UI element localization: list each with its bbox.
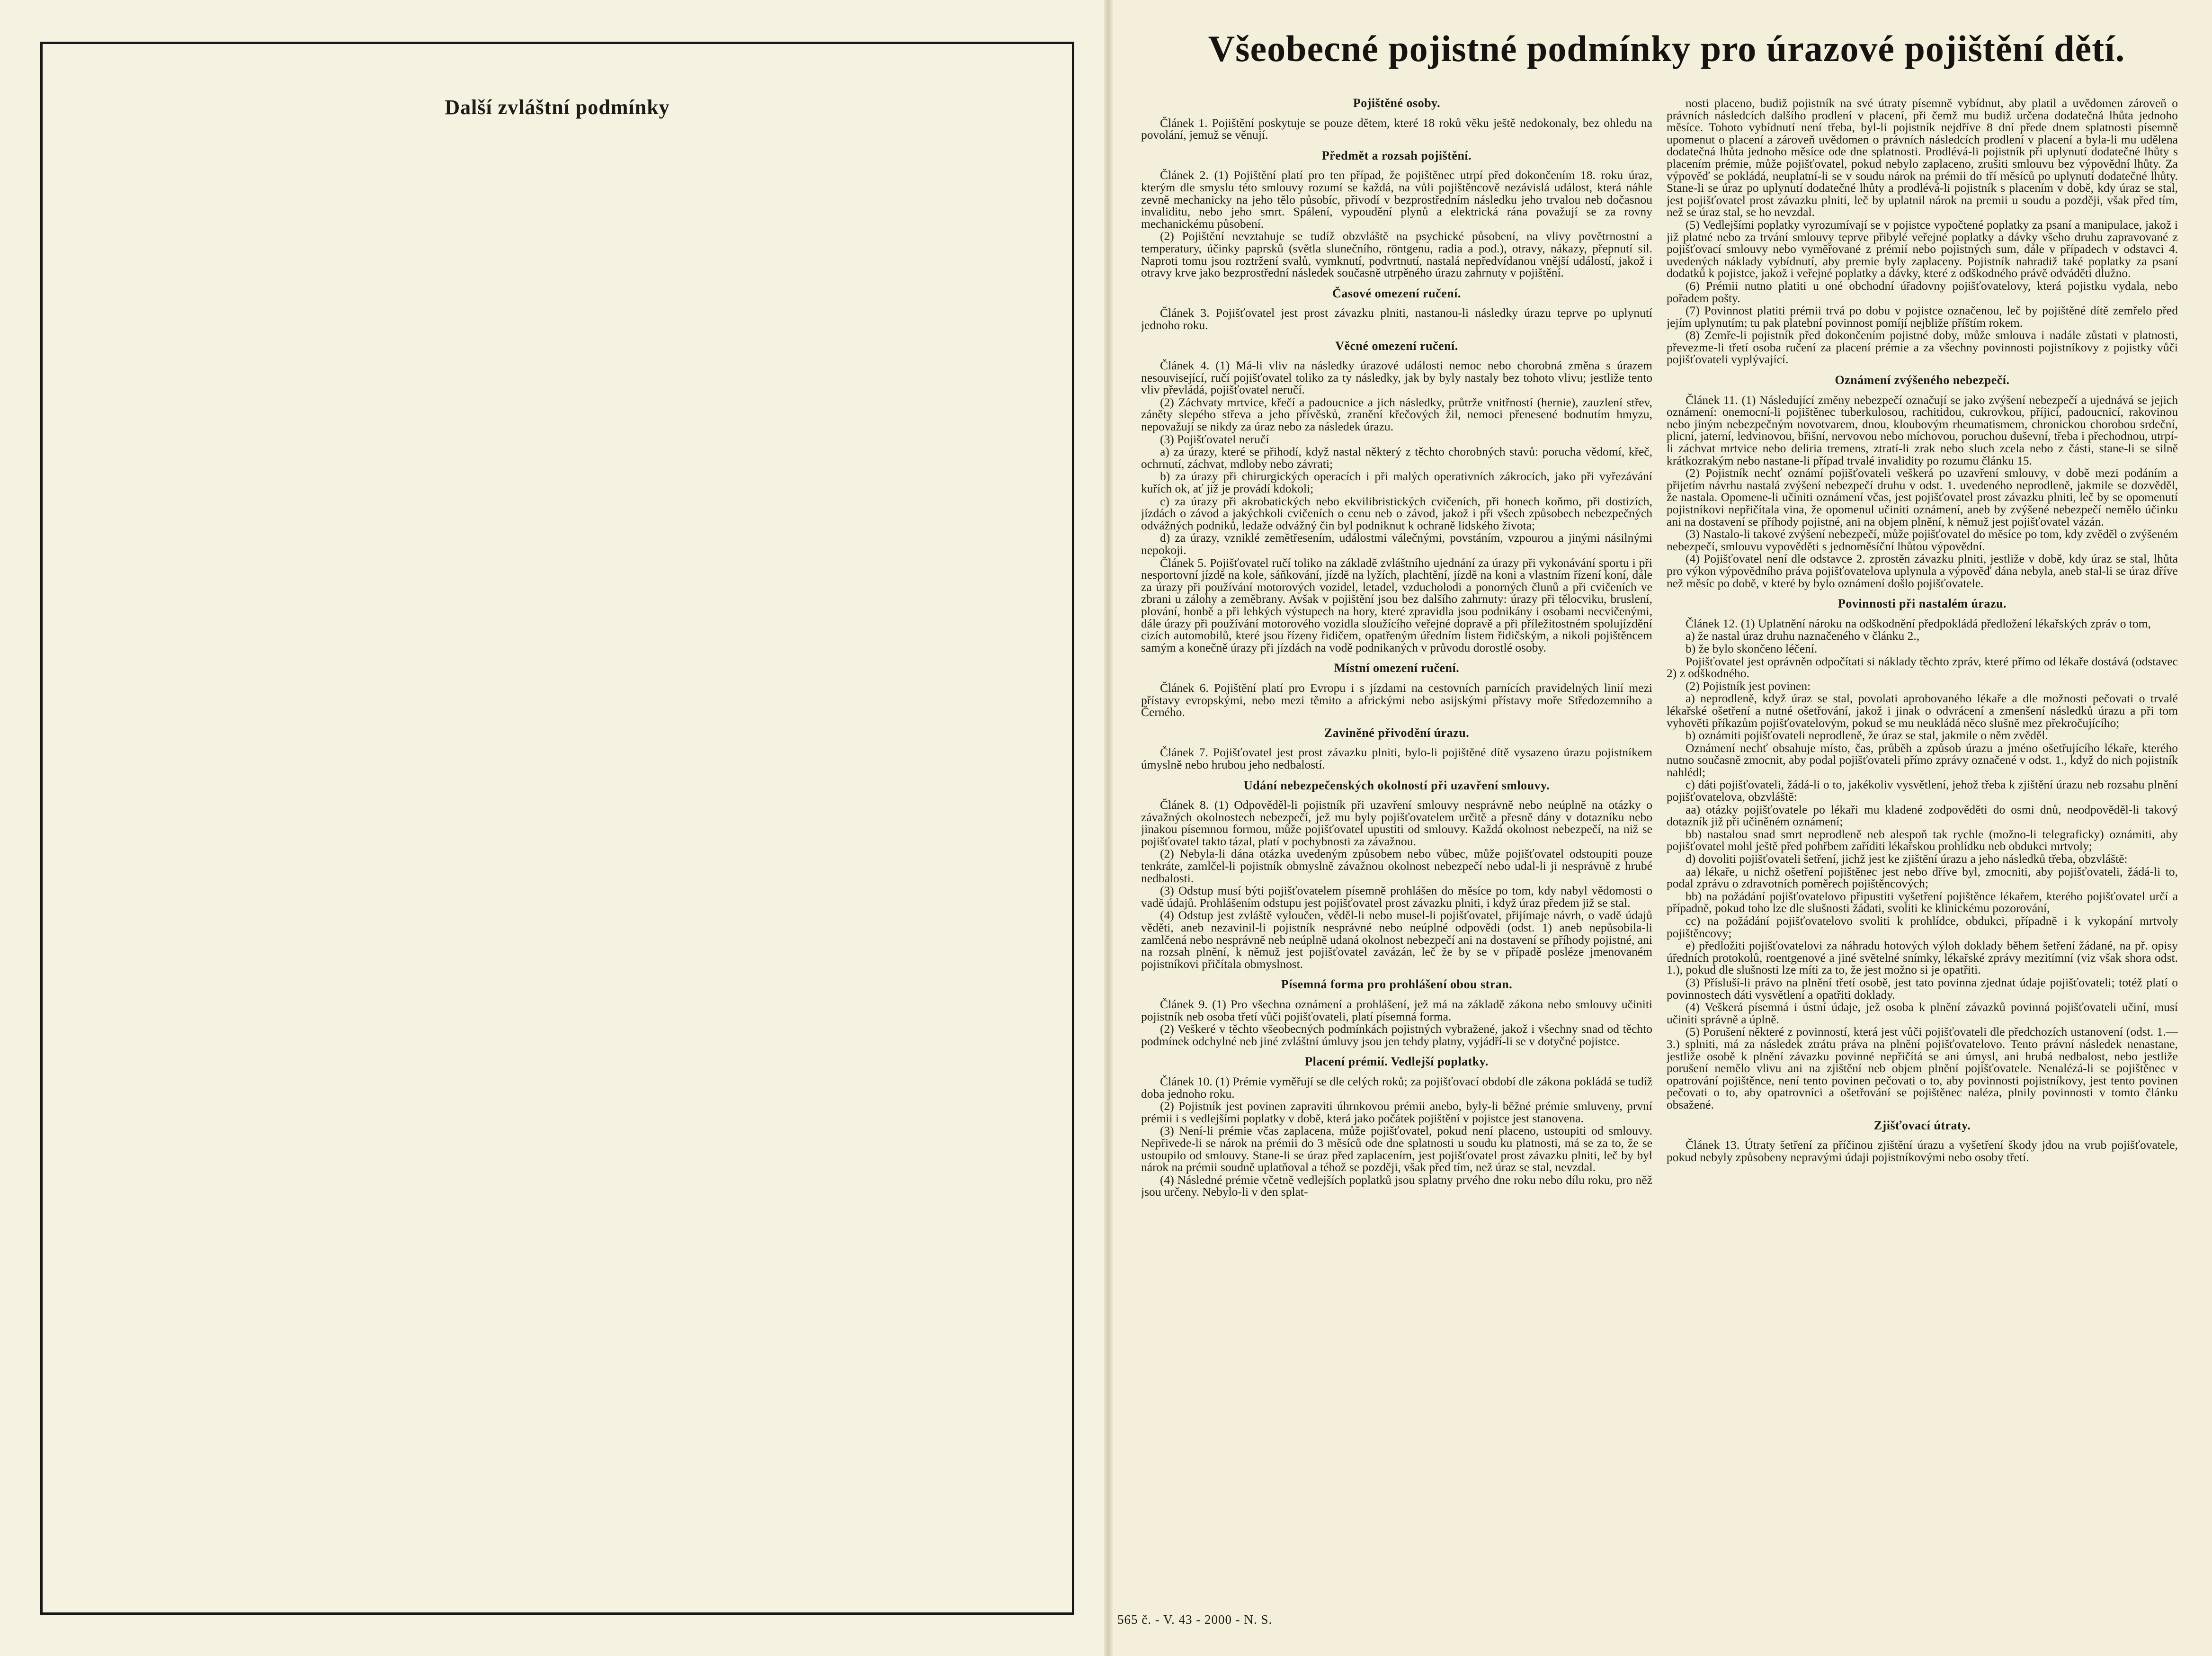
paragraph: Článek 12. (1) Uplatnění nároku na odškodnění předpokládá předložení lékařských zpráv o tom,	[1686, 616, 2151, 630]
paragraph: (3) Není-li prémie včas zaplacena, může pojišťovatel, pokud není placeno, ustoupiti od smlouvy. Nepřivede-li se nárok na prémii do 3 měsíců ode dne splatnosti u soudu ku platnosti, má se za to, že se ustoupilo od smlouvy. Stane-li se úraz před zaplacením, jest pojišťovatel prost závazku plniti, leč by byl nárok na prémii soudně uplatňoval a téhož se později, však před tím, než úraz se stal, nevzdal.	[1141, 1124, 1652, 1174]
page-frame	[40, 42, 1074, 1615]
paragraph: cc) na požádání pojišťovatelovo svoliti k prohlídce, obdukci, případně i k vykopání mrtvoly pojištěncovy;	[1667, 914, 2178, 940]
paragraph: aa) lékaře, u nichž ošetření pojištěnec jest nebo dříve byl, zmocniti, aby pojišťovateli, žádá-li to, podal zprávu o zdravotních poměrech pojištěncových;	[1667, 864, 2178, 891]
paragraph: (3) Pojišťovatel neručí	[1160, 432, 1269, 446]
paragraph: nosti placeno, budiž pojistník na své útraty písemně vybídnut, aby platil a uvědomen zároveň o právních následcích dalšího prodlení v placení, při čemž mu budiž určena dodatečná lhůta jednoho měsíce. Tohoto vybídnutí není třeba, byl-li pojistník nejdříve 8 dní přede dnem splatnosti písemně upomenut o placení a zároveň uvědomen o právních následcích prodlení v placení a byla-li mu udělena dodatečná lhůta jednoho měsíce ode dne splatnosti. Prodlévá-li pojistník při uplynutí dodatečné lhůty s placením prémie, může pojišťovatel, pokud nebylo zaplaceno, zrušiti smlouvu bez výpovědní lhůty. Za výpověď se pokládá, neuplatní-li se v soudu nárok na prémii do tří měsíců po uplynutí dodatečné lhůty. Stane-li se úraz po uplynutí dodatečné lhůty a prodlévá-li pojistník s placením v době, kdy úraz se stal, jest pojišťovatel prost závazku plniti, leč by uplatnil nárok na premii u soudu a později, však před tím, než se úraz stal, se ho nevzdal.	[1667, 97, 2178, 219]
paragraph: Článek 8. (1) Odpověděl-li pojistník při uzavření smlouvy nesprávně nebo neúplně na otázky o závažných okolnostech nebezpečí, jež mu byly pojišťovatelem určitě a přesně dány v dotazníku nebo jinakou písemnou formou, může pojišťovatel upustiti od smlouvy. Každá okolnost nebezpečí, na niž se pojišťovatel takto tázal, platí v pochybnosti za závažnou.	[1141, 798, 1652, 848]
paragraph: (6) Prémii nutno platiti u oné obchodní úřadovny pojišťovatelovy, která pojistku vydala, nebo pořadem pošty.	[1667, 278, 2178, 305]
paragraph: (4) Následné prémie včetně vedlejších poplatků jsou splatny prvého dne roku nebo dílu roku, pro něž jsou určeny. Nebylo-li v den splat-	[1141, 1173, 1652, 1199]
paragraph: a) že nastal úraz druhu naznačeného v článku 2.,	[1686, 629, 1920, 643]
paragraph: Oznámení nechť obsahuje místo, čas, průběh a způsob úrazu a jméno ošetřujícího lékaře, kterého nutno současně zmocnit, aby podal pojišťovateli přímo zprávy označené v odst. 1., když do nich pojistník nahlédl;	[1667, 741, 2178, 779]
paragraph: (3) Odstup musí býti pojišťovatelem písemně prohlášen do měsíce po tom, kdy nabyl vědomosti o vadě údajů. Prohlášením odstupu jest pojišťovatel prost závazku plniti, i když úraz předem již se stal.	[1141, 884, 1652, 910]
paragraph: Článek 1. Pojištění poskytuje se pouze dětem, které 18 roků věku ještě nedokonaly, bez ohledu na povolání, jemuž se věnují.	[1141, 116, 1652, 142]
section-heading: Povinnosti při nastalém úrazu.	[1838, 597, 2007, 611]
paragraph: (3) Přísluší-li právo na plnění třetí osobě, jest tato povinna zjednat údaje pojišťovateli; totéž platí o povinnostech dáti vysvětlení a opatřiti doklady.	[1667, 975, 2178, 1002]
paragraph: Článek 2. (1) Pojištění platí pro ten případ, že pojištěnec utrpí před dokončením 18. roku úraz, kterým dle smyslu této smlouvy rozumí se každá, na vůli pojištěncově nezávislá událost, která náhle zevně mechanicky na jeho tělo působíc, přivodí v bezprostředním následku jeho trvalou neb dočasnou invaliditu, nebo jeho smrt. Spálení, vypoudění plynů a elektrická rána považují se za rovny mechanickému působení.	[1141, 168, 1652, 231]
section-heading: Předmět a rozsah pojištění.	[1321, 148, 1472, 162]
paragraph: c) za úrazy při akrobatických nebo ekvilibristických cvičeních, při honech koňmo, při dostizích, jízdách o závod a jakýchkoli cvičeních o cenu neb o závod, jakož i při všech způsobech nebezpečných odvážných podniků, ledaže odvážný čin byl podniknut k ochraně lidského života;	[1141, 494, 1652, 532]
paragraph: b) oznámiti pojišťovateli neprodleně, že úraz se stal, jakmile o něm zvěděl.	[1686, 728, 2048, 743]
section-heading: Věcné omezení ručení.	[1335, 339, 1458, 353]
paragraph: b) za úrazy při chirurgických operacích i při malých operativních zákrocích, jako při vyřezávání kuřích ok, ať již je provádí kdokoli;	[1141, 469, 1652, 496]
section-heading: Místní omezení ručení.	[1334, 661, 1460, 675]
paragraph: bb) nastalou snad smrt neprodleně neb alespoň tak rychle (možno-li telegraficky) oznámiti, aby pojišťovatel mohl ještě před pohřbem zaříditi lékařskou prohlídku neb obdukci mrtvoly;	[1667, 827, 2178, 853]
paragraph: (2) Záchvaty mrtvice, křečí a padoucnice a jich následky, průtrže vnitřností (hernie), zauzlení střev, záněty slepého střeva a jeho přívěsků, zranění křečových žil, nemoci přenesené bodnutím hmyzu, nepovažují se nikdy za úraz nebo za následek úrazu.	[1141, 395, 1652, 434]
paragraph: (3) Nastalo-li takové zvýšení nebezpečí, může pojišťovatel do měsíce po tom, kdy zvěděl o zvýšeném nebezpečí, smlouvu vypověděti s jednoměsíční lhůtou výpovědní.	[1667, 527, 2178, 553]
paragraph: (2) Pojistník jest povinen zapraviti úhrnkovou prémii anebo, byly-li běžné prémie smluveny, první prémii i s vedlejšími poplatky v době, která jako počátek pojištění v pojistce jest stanovena.	[1141, 1099, 1652, 1125]
document-title: Všeobecné pojistné podmínky pro úrazové pojištění dětí.	[1208, 28, 2125, 69]
section-heading: Pojištěné osoby.	[1353, 97, 1441, 110]
section-heading: Časové omezení ručení.	[1332, 286, 1461, 300]
paragraph: Článek 9. (1) Pro všechna oznámení a prohlášení, jež má na základě zákona nebo smlouvy učiniti pojistník neb osoba třetí vůči pojišťovateli, platí písemná forma.	[1141, 997, 1652, 1023]
section-heading: Písemná forma pro prohlášení obou stran.	[1281, 977, 1513, 992]
paragraph: (5) Vedlejšími poplatky vyrozumívají se v pojistce vypočtené poplatky za psaní a manipulace, jakož i již platné nebo za trvání smlouvy teprve přibylé veřejné poplatky a dávky všeho druhu zapravované z pojišťovací smlouvy nebo vyměřované z prémií nebo pojistných sum, dále v případech v odstavci 4. uvedených náklady vybídnutí, aby premie byly zaplaceny. Pojistník nahradiž také poplatky za psaní dodatků k pojistce, jakož i veřejné poplatky a dávky, které z odškodného právě odváděti dlužno.	[1667, 217, 2178, 280]
paragraph: (8) Zemře-li pojistník před dokončením pojistné doby, může smlouva i nadále zůstati v platnosti, převezme-li třetí osoba ručení za placení prémie a za všechny povinnosti pojistníkovy z pojistky vůči pojišťovateli vyplývající.	[1667, 328, 2178, 367]
section-heading: Udání nebezpečenských okolností při uzavření smlouvy.	[1243, 778, 1550, 792]
paragraph: Článek 7. Pojišťovatel jest prost závazku plniti, bylo-li pojištěné dítě vysazeno úrazu pojistníkem úmyslně nebo hrubou jeho nedbalostí.	[1141, 745, 1652, 771]
paragraph: Článek 6. Pojištění platí pro Evropu i s jízdami na cestovních parnících pravidelných linií mezi přístavy evropskými, nebo mezi těmito a africkými nebo asijskými přístavy moře Středozemního a Černého.	[1141, 680, 1652, 719]
paragraph: (5) Porušení některé z povinností, která jest vůči pojišťovateli dle předchozích ustanovení (odst. 1.—3.) splniti, má za následek ztrátu práva na plnění pojišťovatelovo. Tento právní následek nenastane, jestliže osobě k plnění závazku povinné nepřičítá se ani úmysl, ani hrubá nedbalost, nebo jestliže porušení nemělo vlivu ani na zjištění neb objem plnění pojišťovatele. Nenalézá-li se pojištěnec v opatrování pojištěnce, není tento povinen pečovati o to, aby povinnosti pojistníkovy, jest tento povinen pečovati o to, aby opatrovníci a ošetřování se pojištěnec naléza, plnily povinnosti v tomto článku obsažené.	[1667, 1025, 2178, 1111]
left-page-title: Další zvláštní podmínky	[445, 96, 670, 119]
paragraph: Pojišťovatel jest oprávněn odpočítati si náklady těchto zpráv, které přímo od lékaře dostává (odstavec 2) z odškodného.	[1667, 654, 2178, 680]
paragraph: bb) na požádání pojišťovatelovo připustiti vyšetření pojištěnce lékařem, kterého pojišťovatel určí a případně, pokud toho lze dle slušnosti žádati, svoliti ke klinickému pozorování,	[1667, 889, 2178, 915]
paragraph: e) předložiti pojišťovatelovi za náhradu hotových výloh doklady během šetření žádané, na př. opisy úředních protokolů, roentgenové a jiné světelné snímky, lékařské zprávy mezitímní (viz však shora odst. 1.), pokud dle slušnosti lze míti za to, že jest možno si je opatřiti.	[1667, 939, 2178, 977]
right-page	[1113, 0, 2212, 1656]
section-heading: Oznámení zvýšeného nebezpečí.	[1835, 373, 2010, 387]
paragraph: d) za úrazy, vzniklé zemětřesením, událostmi válečnými, povstáním, vzpourou a jinými násilnými nepokoji.	[1141, 531, 1652, 557]
paragraph: (7) Povinnost platiti prémii trvá po dobu v pojistce označenou, leč by pojištěné dítě zemřelo před jejím uplynutím; tu pak platební povinnost pomíjí nejbliže příštím rokem.	[1667, 304, 2178, 330]
paragraph: Článek 10. (1) Prémie vyměřují se dle celých roků; za pojišťovací období dle zákona pokládá se tudíž doba jednoho roku.	[1141, 1074, 1652, 1101]
paragraph: b) že bylo skončeno léčení.	[1686, 641, 1818, 655]
paragraph: (2) Nebyla-li dána otázka uvedeným způsobem nebo vůbec, může pojišťovatel odstoupiti pouze tenkráte, zamlčel-li pojistník obmyslně závažnou okolnost nebezpečí nebo udal-li ji nesprávně z hrubé nedbalosti.	[1141, 847, 1652, 885]
paragraph: a) za úrazy, které se přihodí, když nastal některý z těchto chorobných stavů: porucha vědomí, křeč, ochrnutí, záchvat, mdloby nebo závrati;	[1141, 445, 1652, 471]
page-fold	[1104, 0, 1113, 1656]
paragraph: c) dáti pojišťovateli, žádá-li o to, jakékoliv vysvětlení, jehož třeba k zjištění úrazu neb rozsahu plnění pojišťovatelova, obzvláště:	[1667, 778, 2178, 804]
paragraph: d) dovoliti pojišťovateli šetření, jichž jest ke zjištění úrazu a jeho následků třeba, obzvláště:	[1686, 852, 2128, 866]
paragraph: (2) Pojištění nevztahuje se tudíž obzvláště na psychické působení, na vlivy povětrnostní a temperatury, účinky paprsků (světla slunečního, röntgenu, radia a pod.), otravy, nákazy, přepnutí sil. Naproti tomu jsou roztržení svalů, vymknutí, podvrtnutí, nastalá nepředvídanou vnější událostí, jakož i otravy krve jako bezprostřední následek současně utrpěného úrazu zahrnuty v pojištění.	[1141, 229, 1652, 280]
paragraph: Článek 5. Pojišťovatel ručí toliko na základě zvláštního ujednání za úrazy při vykonávání sportu i při nesportovní jízdě na kole, sáňkování, jízdě na lyžích, plachtění, jízdě na koni a vlastním řízení koní, dále za úrazy při používání motorových vozidel, letadel, vzducholodi a ponorných člunů a při cvičeních ve zbrani u zálohy a zeměbrany. Avšak v pojištění jsou bez dalšího zahrnuty: úrazy při tělocviku, bruslení, plování, honbě a při lehkých výstupech na hory, které zpravidla jsou podnikány i osobami necvičenými, dále úrazy při používání motorového vozidla sloužícího veřejné dopravě a při příležitostném spolujízdění cizích automobilů, které jsou řízeny řidičem, opatřeným úředním listem řidičským, a nikoli pojištěncem samým a konečně úrazy při jízdách na vodě podnikaných v průvodu dorostlé osoby.	[1141, 555, 1652, 654]
paragraph: (4) Pojišťovatel není dle odstavce 2. zprostěn závazku plniti, jestliže v době, kdy úraz se stal, lhůta pro výkon výpovědního práva pojišťovatelova uplynula a výpověď dána nebyla, aneb stal-li se úraz dříve než měsíc po době, v které by bylo oznámení došlo pojišťovatele.	[1667, 552, 2178, 590]
paragraph: Článek 11. (1) Následující změny nebezpečí označují se jako zvýšení nebezpečí a ujednává se jejich oznámení: onemocní-li pojištěnec tuberkulosou, rachitidou, cukrovkou, příjicí, padoucnicí, rakovinou nebo jiným nebezpečným novotvarem, dnou, kloubovým rheumatismem, chronickou chorobou srdeční, plicní, jaterní, ledvinovou, břišní, nervovou nebo míchovou, poruchou duševní, třeba i přechodnou, utrpí-li záchvat mrtvice nebo deliria tremens, ztratí-li zrak nebo sluch zcela nebo z části, stane-li se silně krátkozrakým nebo nastane-li případ trvalé invalidity po rozumu článku 15.	[1667, 393, 2178, 467]
paragraph: Článek 13. Útraty šetření za příčinou zjištění úrazu a vyšetření škody jdou na vrub pojišťovatele, pokud nebyly způsobeny nepravými údaji pojistníkovými nebo osoby třetí.	[1667, 1138, 2178, 1164]
text-column-left	[1141, 97, 1652, 1612]
paragraph: Článek 4. (1) Má-li vliv na následky úrazové události nemoc nebo chorobná změna s úrazem nesouvisející, ručí pojišťovatel toliko za ty následky, jak by byly nastaly bez tohoto vlivu; jestliže tento vliv převládá, pojišťovatel neručí.	[1141, 358, 1652, 397]
paragraph: (2) Veškeré v těchto všeobecných podmínkách pojistných vybražené, jakož i všechny snad od těchto podmínek odchylné neb jiné zvláštní úmluvy jsou jen tehdy platny, vyjádří-li se v dotyčné pojistce.	[1141, 1022, 1652, 1048]
paragraph: (2) Pojistník jest povinen:	[1686, 679, 1811, 693]
section-heading: Zaviněné přivodění úrazu.	[1324, 725, 1470, 740]
paragraph: Článek 3. Pojišťovatel jest prost závazku plniti, nastanou-li následky úrazu teprve po uplynutí jednoho roku.	[1141, 306, 1652, 332]
paragraph: (4) Veškerá písemná i ústní údaje, jež osoba k plnění závazků povinná pojišťovateli učiní, musí učiniti správně a úplně.	[1667, 1000, 2178, 1026]
text-column-right	[1667, 97, 2178, 1612]
paragraph: (4) Odstup jest zvláště vyloučen, věděl-li nebo musel-li pojišťovatel, přijímaje návrh, o vadě údajů věděti, aneb nezavinil-li pojistník nesprávné nebo neúplné odpovědi (odst. 1) aneb nepůsobila-li zamlčená nebo nesprávně neb neúplně udaná okolnost nebezpečí ani na dostavení se příhody pojistné, ani na rozsah plnění, k němuž jest pojišťovatel zavázán, leč že by se v případě posléze jmenovaném pojistníkovi přičítala obmyslnost.	[1141, 908, 1652, 971]
print-footer: 565 č. - V. 43 - 2000 - N. S.	[1117, 1612, 1273, 1627]
section-heading: Zjišťovací útraty.	[1873, 1118, 1971, 1132]
paragraph: (2) Pojistník nechť oznámí pojišťovateli veškerá po uzavření smlouvy, v době mezi podáním a přijetím návrhu nastalá zvýšení nebezpečí druhu v odst. 1. uvedeného neprodleně, jakmile se dozvěděl, že nastala. Opomene-li učiniti oznámení včas, jest pojišťovatel prost závazku plniti, leč by se opomenutí pojistníkovi nepřičítala vina, že opomenul učiniti oznámení, aneb by zvýšené nebezpečí nemělo účinku ani na dostavení se příhody pojistné, ani na objem plnění, k němuž jest pojišťovatel vázán.	[1667, 466, 2178, 528]
paragraph: a) neprodleně, když úraz se stal, povolati aprobovaného lékaře a dle možnosti pečovati o trvalé lékařské ošetření a nutné ošetřování, jakož i jinak o odvrácení a zmenšení následků úrazu a při tom vyhověti příkazům pojišťovatelovým, pokud se mu neukládá něco slušně mez překročujícího;	[1667, 691, 2178, 730]
paragraph: aa) otázky pojišťovatele po lékaři mu kladené zodpověděti do osmi dnů, neodpověděl-li takový dotazník již při učiněném oznámení;	[1667, 802, 2178, 829]
section-heading: Placení prémií. Vedlejší poplatky.	[1305, 1055, 1489, 1069]
